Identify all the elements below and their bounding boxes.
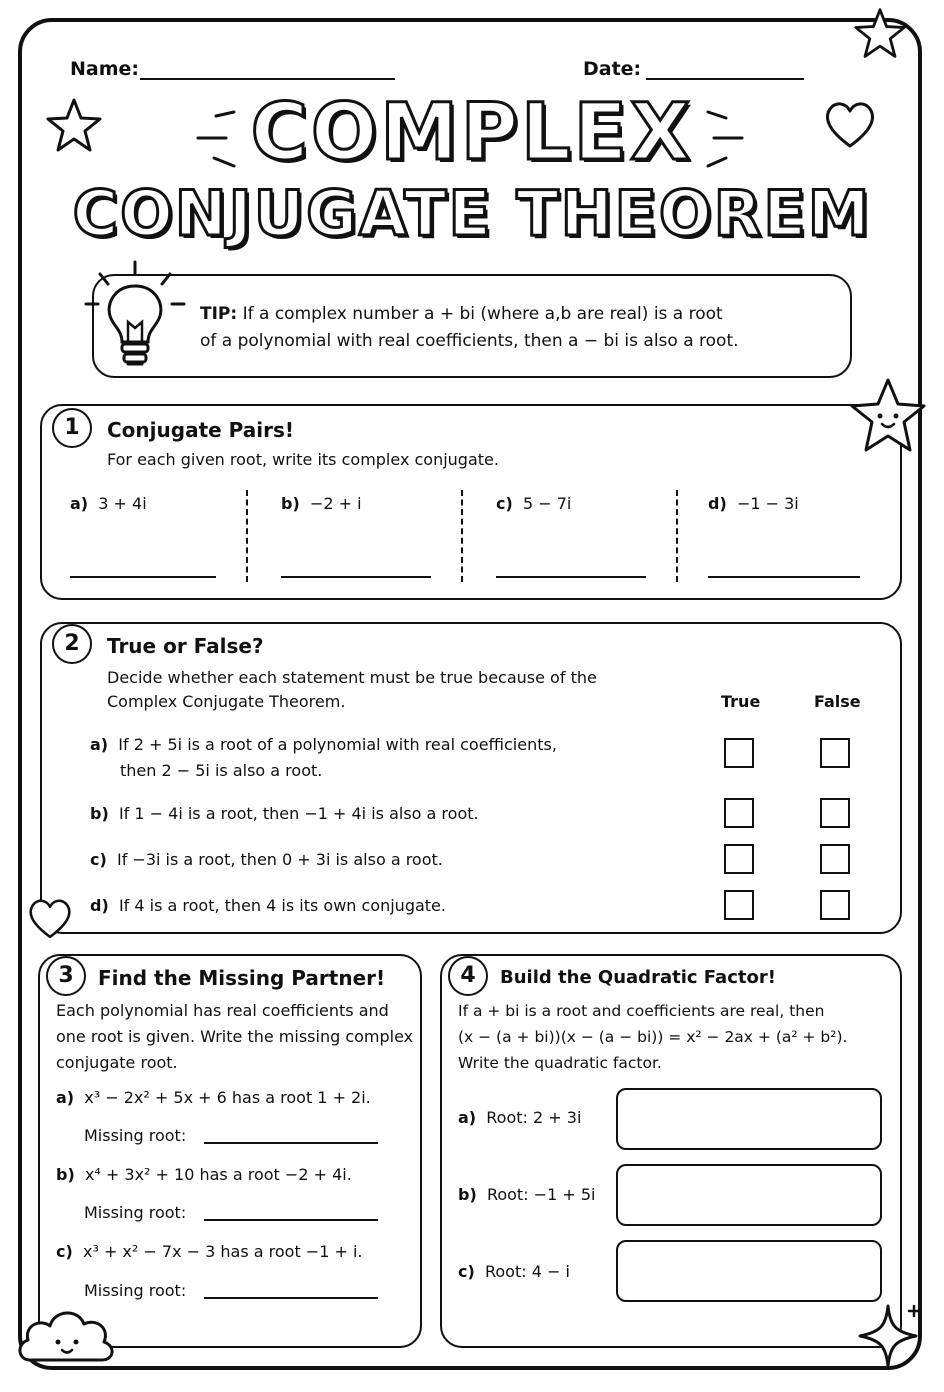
- sparkle-icon: [856, 1300, 926, 1372]
- s1-item-c-label: c): [496, 494, 513, 513]
- s1-item-d-expr: −1 − 3i: [736, 494, 799, 513]
- section-1-instruction: For each given root, write its complex conjugate.: [107, 450, 499, 469]
- section-3-heading: Find the Missing Partner!: [98, 966, 386, 990]
- section-4-instruction-1: If a + bi is a root and coefficients are real, then: [458, 1002, 825, 1020]
- s1-item-a-label: a): [70, 494, 89, 513]
- section-3-instruction-3: conjugate root.: [56, 1053, 178, 1072]
- s1-answer-b[interactable]: [281, 576, 431, 578]
- lightbulb-icon: [80, 258, 190, 378]
- missing-root-label: Missing root:: [84, 1126, 187, 1145]
- title-line-1: COMPLEX: [250, 88, 694, 178]
- s3-item-c-expr: x³ + x² − 7x − 3 has a root −1 + i.: [82, 1242, 363, 1261]
- s4-item-a-expr: Root: 2 + 3i: [486, 1108, 582, 1127]
- section-2-instruction-2: Complex Conjugate Theorem.: [107, 692, 346, 711]
- s3-item-c-label: c): [56, 1242, 73, 1261]
- s2-item-d-label: d): [90, 896, 109, 915]
- s3-item-b-expr: x⁴ + 3x² + 10 has a root −2 + 4i.: [84, 1165, 352, 1184]
- tip-line-1: If a complex number a + bi (where a,b are real) is a root: [242, 304, 723, 324]
- s4-item-c-expr: Root: 4 − i: [484, 1262, 570, 1281]
- section-1-heading: Conjugate Pairs!: [107, 418, 295, 442]
- title-line-2: CONJUGATE THEOREM: [72, 177, 872, 250]
- section-3-number: 3: [46, 956, 86, 996]
- s1-item-d-label: d): [708, 494, 727, 513]
- true-column-header: True: [721, 692, 761, 711]
- s2-item-a-line-2: then 2 − 5i is also a root.: [120, 761, 323, 780]
- divider: [461, 490, 463, 582]
- date-label: Date:: [583, 58, 642, 80]
- true-checkbox[interactable]: [724, 844, 754, 874]
- missing-root-label: Missing root:: [84, 1203, 187, 1222]
- star-icon: [852, 6, 908, 62]
- tip-label: TIP:: [200, 304, 238, 324]
- s2-item-b-label: b): [90, 804, 109, 823]
- name-field[interactable]: [140, 78, 395, 80]
- star-face-icon: [846, 376, 930, 456]
- tip-line-2: of a polynomial with real coefficients, then a − bi is also a root.: [200, 331, 739, 351]
- section-2-heading: True or False?: [107, 634, 264, 658]
- s1-item-b-label: b): [281, 494, 300, 513]
- s3-answer-a[interactable]: [204, 1142, 378, 1144]
- divider: [676, 490, 678, 582]
- s2-item-d-line-1: If 4 is a root, then 4 is its own conjugate.: [118, 896, 446, 915]
- s2-item-a-label: a): [90, 735, 109, 754]
- s2-item-c-label: c): [90, 850, 107, 869]
- s4-item-c-label: c): [458, 1262, 475, 1281]
- section-1-number: 1: [52, 408, 92, 448]
- section-2-number: 2: [52, 624, 92, 664]
- s3-item-b-label: b): [56, 1165, 75, 1184]
- divider: [246, 490, 248, 582]
- section-3-instruction-1: Each polynomial has real coefficients and: [56, 1001, 389, 1020]
- s4-answer-box-a[interactable]: [616, 1088, 882, 1150]
- missing-root-label: Missing root:: [84, 1281, 187, 1300]
- s1-item-c-expr: 5 − 7i: [522, 494, 572, 513]
- s1-item-b-expr: −2 + i: [309, 494, 362, 513]
- s4-item-b-expr: Root: −1 + 5i: [486, 1185, 596, 1204]
- true-checkbox[interactable]: [724, 890, 754, 920]
- s2-item-a-line-1: If 2 + 5i is a root of a polynomial with real coefficients,: [118, 735, 557, 754]
- heart-icon: [24, 894, 76, 942]
- s3-answer-c[interactable]: [204, 1297, 378, 1299]
- s4-item-b-label: b): [458, 1185, 477, 1204]
- section-4-heading: Build the Quadratic Factor!: [500, 967, 776, 988]
- true-checkbox[interactable]: [724, 738, 754, 768]
- false-checkbox[interactable]: [820, 738, 850, 768]
- date-field[interactable]: [646, 78, 804, 80]
- s3-answer-b[interactable]: [204, 1219, 378, 1221]
- section-4-instruction-2: (x − (a + bi))(x − (a − bi)) = x² − 2ax + (a² + b²).: [458, 1028, 848, 1046]
- s4-answer-box-c[interactable]: [616, 1240, 882, 1302]
- false-column-header: False: [814, 692, 861, 711]
- s1-item-a-expr: 3 + 4i: [98, 494, 147, 513]
- s4-item-a-label: a): [458, 1108, 477, 1127]
- false-checkbox[interactable]: [820, 798, 850, 828]
- false-checkbox[interactable]: [820, 844, 850, 874]
- section-4-number: 4: [448, 956, 488, 996]
- s2-item-b-line-1: If 1 − 4i is a root, then −1 + 4i is also a root.: [118, 804, 479, 823]
- s1-answer-a[interactable]: [70, 576, 216, 578]
- s3-item-a-label: a): [56, 1088, 75, 1107]
- section-3-instruction-2: one root is given. Write the missing complex: [56, 1027, 414, 1046]
- section-4-instruction-3: Write the quadratic factor.: [458, 1054, 662, 1072]
- s1-answer-c[interactable]: [496, 576, 646, 578]
- name-label: Name:: [70, 58, 140, 80]
- s4-answer-box-b[interactable]: [616, 1164, 882, 1226]
- s1-answer-d[interactable]: [708, 576, 860, 578]
- s2-item-c-line-1: If −3i is a root, then 0 + 3i is also a root.: [116, 850, 443, 869]
- cloud-face-icon: [16, 1298, 120, 1368]
- section-2-instruction-1: Decide whether each statement must be true because of the: [107, 668, 597, 687]
- s3-item-a-expr: x³ − 2x² + 5x + 6 has a root 1 + 2i.: [84, 1088, 371, 1107]
- false-checkbox[interactable]: [820, 890, 850, 920]
- true-checkbox[interactable]: [724, 798, 754, 828]
